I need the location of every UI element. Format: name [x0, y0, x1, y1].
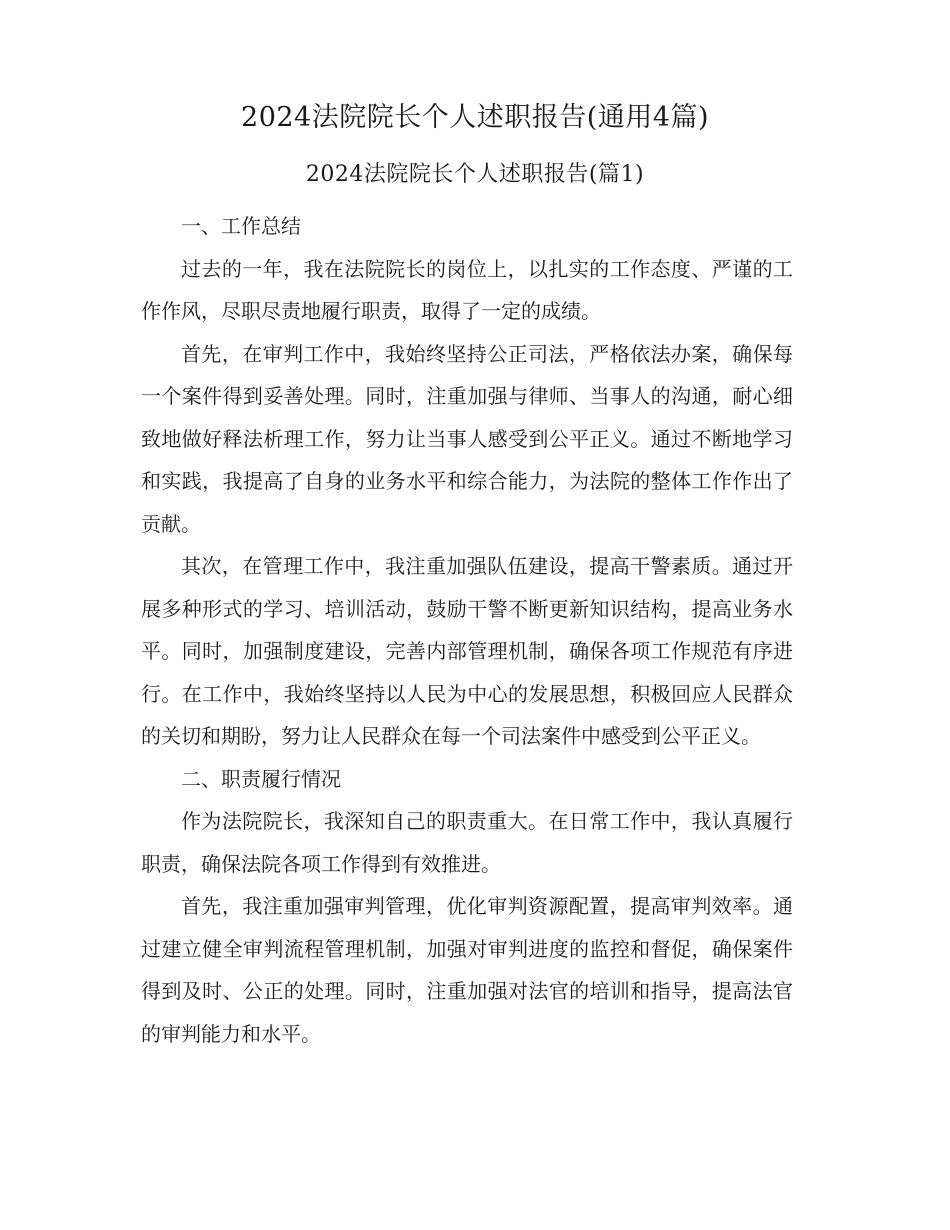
- paragraph: 其次，在管理工作中，我注重加强队伍建设，提高干警素质。通过开展多种形式的学习、培训活动，鼓励干警不断更新知识结构，提高业务水平。同时，加强制度建设，完善内部管理机制，确保各项工作规范有序进行。在工作中，我始终坚持以人民为中心的发展思想，积极回应人民群众的关切和期盼，努力让人民群众在每一个司法案件中感受到公平正义。: [141, 554, 793, 748]
- document-title: 2024法院院长个人述职报告(通用4篇): [241, 102, 709, 133]
- paragraph: 过去的一年，我在法院院长的岗位上，以扎实的工作态度、严谨的工作作风，尽职尽责地履行职责，取得了一定的成绩。: [141, 256, 793, 323]
- paragraph: 首先，我注重加强审判管理，优化审判资源配置，提高审判效率。通过建立健全审判流程管理机制，加强对审判进度的监控和督促，确保案件得到及时、公正的处理。同时，注重加强对法官的培训和指导，提高法官的审判能力和水平。: [141, 894, 793, 1046]
- section-heading-work-summary: 一、工作总结: [181, 214, 301, 238]
- paragraph: 作为法院院长，我深知自己的职责重大。在日常工作中，我认真履行职责，确保法院各项工作得到有效推进。: [141, 809, 793, 876]
- document-body: [141, 205, 793, 1055]
- paragraph: 首先，在审判工作中，我始终坚持公正司法，严格依法办案，确保每一个案件得到妥善处理。同时，注重加强与律师、当事人的沟通，耐心细致地做好释法析理工作，努力让当事人感受到公平正义。通过不断地学习和实践，我提高了自身的业务水平和综合能力，为法院的整体工作作出了贡献。: [141, 341, 793, 536]
- section-heading-duty-performance: 二、职责履行情况: [181, 766, 341, 791]
- document-subtitle: 2024法院院长个人述职报告(篇1): [305, 162, 645, 187]
